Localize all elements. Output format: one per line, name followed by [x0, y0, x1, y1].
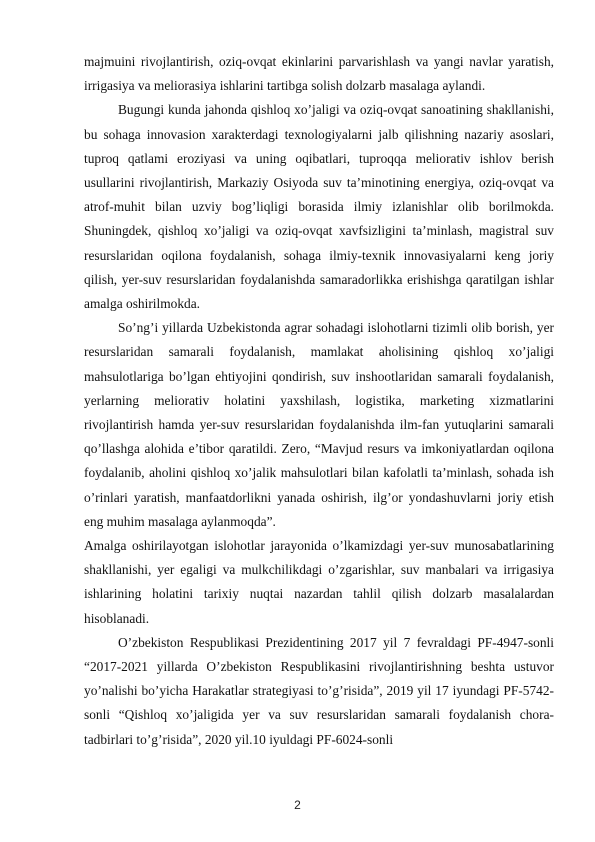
paragraph-2: Bugungi kunda jahonda qishloq xo’jaligi va oziq-ovqat sanoatining shakllanishi, bu sohaga innovasion xarakterdagi texnologiyalarni jalb qilishning nazariy asoslari, tuproq qatlami eroziyasi va uning oqibatlari, tuproqqa meliorativ ishlov berish usullarini rivojlantirish, Markaziy Osiyoda suv ta’minotining energiya, oziq-ovqat va atrof-muhit bilan uzviy bog’liqligi borasida ilmiy izlanishlar olib borilmokda. Shuningdek, qishloq xo’jaligi va oziq-ovqat xavfsizligini ta’minlash, magistral suv resurslaridan oqilona foydalanish, sohaga ilmiy-texnik innovasiyalarni keng joriy qilish, yer-suv resurslaridan foydalanishda samaradorlikka erishishga qaratilgan ishlar amalga oshirilmokda. — [84, 102, 554, 312]
page-number: 2 — [294, 798, 301, 812]
paragraph-3: So’ng’i yillarda Uzbekistonda agrar sohadagi islohotlarni tizimli olib borish, yer resurslaridan samarali foydalanish, mamlakat aholisining qishloq xo’jaligi mahsulotlariga bo’lgan ehtiyojini qondirish, suv inshootlaridan samarali foydalanish, yerlarning meliorativ holatini yaxshilash, logistika, marketing xizmatlarini rivojlantirish hamda yer-suv resurslaridan foydalanishda ilm-fan yutuqlarini samarali qo’llashga alohida e’tibor qaratildi. Zero, “Mavjud resurs va imkoniyatlardan oqilona foydalanib, aholini qishloq xo’jalik mahsulotlari bilan kafolatli ta’minlash, sohada ish o’rinlari yaratish, manfaatdorlikni yanada oshirish, ilg’or yondashuvlarni joriy etish eng muhim masalaga aylanmoqda”. — [84, 320, 554, 529]
paragraph-4: Amalga oshirilayotgan islohotlar jarayonida o’lkamizdagi yer-suv munosabatlarining shakllanishi, yer egaligi va mulkchilikdagi o’zgarishlar, suv manbalari va irrigasiya ishlarining holatini tarixiy nuqtai nazardan tahlil qilish dolzarb masalalardan hisoblanadi. — [84, 538, 554, 626]
paragraph-5: O’zbekiston Respublikasi Prezidentining 2017 yil 7 fevraldagi PF-4947-sonli “2017-2021 yillarda O’zbekiston Respublikasini rivojlantirishning beshta ustuvor yo’nalishi bo’yicha Harakatlar strategiyasi to’g’risida”, 2019 yil 17 iyundagi PF-5742-sonli “Qishloq xo’jaligida yer va suv resurslaridan samarali foydalanish chora-tadbirlari to’g’risida”, 2020 yil.10 iyuldagi PF-6024-sonli — [84, 634, 554, 747]
paragraph-1: majmuini rivojlantirish, oziq-ovqat ekinlarini parvarishlash va yangi navlar yaratish, irrigasiya va meliorasiya ishlarini tartibga solish dolzarb masalaga aylandi. — [84, 54, 554, 94]
document-body — [84, 50, 554, 752]
